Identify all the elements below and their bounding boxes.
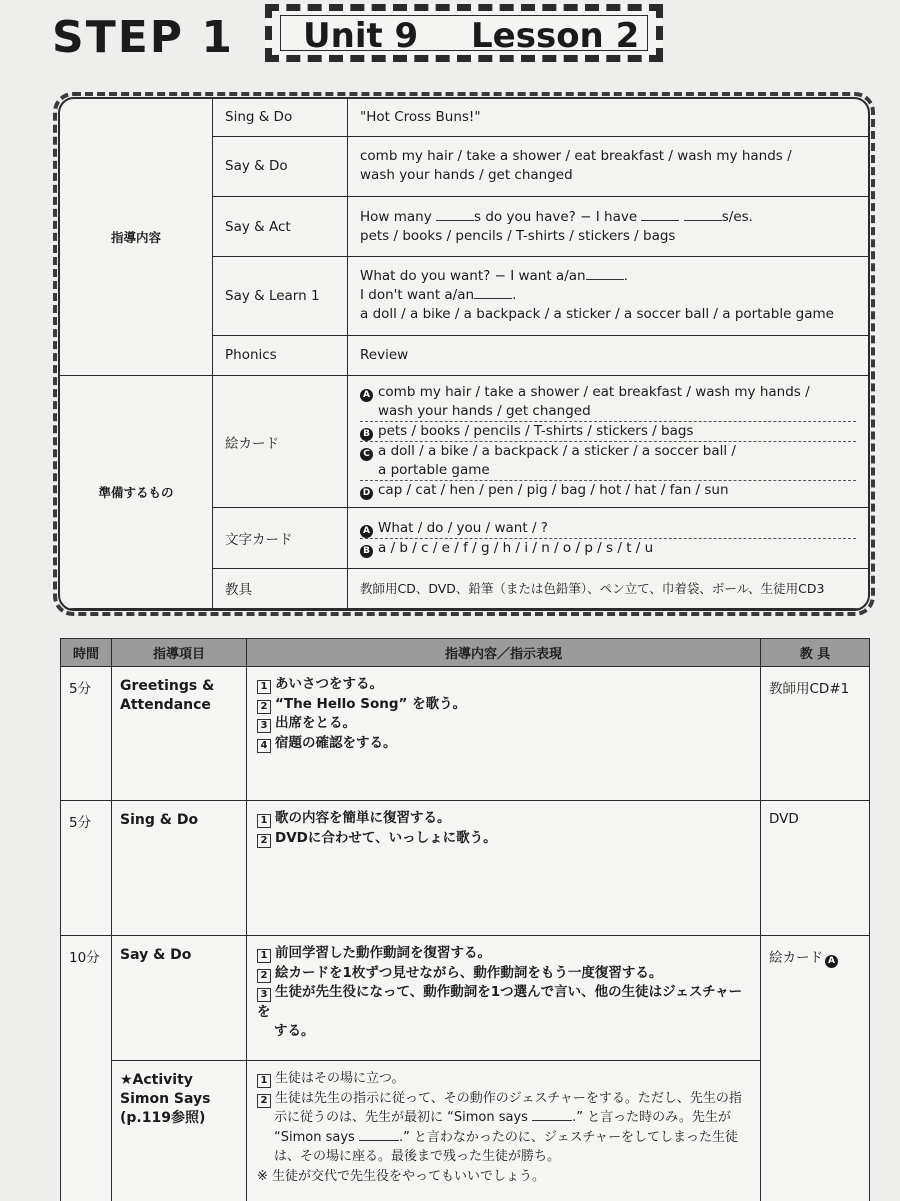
badge-a-icon: A [360, 525, 373, 538]
time-cell: 5分 [61, 801, 112, 936]
header-materials: 教 具 [761, 639, 870, 667]
badge-c-icon: C [360, 448, 373, 461]
row-label-phonics: Phonics [213, 335, 348, 375]
say-act-content: How many s do you have? − I have s/es. pets / books / pencils / T-shirts / stickers / bags [348, 196, 869, 256]
row-label-say-do: Say & Do [213, 136, 348, 196]
category-content: 指導内容 [60, 99, 213, 375]
unit-label: Unit 9 [303, 16, 419, 56]
instruction-cell: 1 前回学習した動作動詞を復習する。 2 絵カードを1枚ずつ見せながら、動作動詞をもう一度復習する。 3 生徒が先生役になって、動作動詞を1つ選んで言い、他の生徒はジェスチャーを する。 [247, 936, 761, 1061]
item-cell: Say & Do [112, 936, 247, 1061]
activity-instruction-cell: 1 生徒はその場に立つ。 2 生徒は先生の指示に従って、その動作のジェスチャーをする。ただし、先生の指 示に従うのは、先生が最初に “Simon says .” と言った時のみ。先生が “Simon says .” と言わなかったのに、ジェスチャーをしてしまった生徒 は、その場に座る。最後まで残った生徒が勝ち。 ※ 生徒が交代で先生役をやってもいいでしょう。 [247, 1061, 761, 1201]
blank [359, 1140, 399, 1141]
blank [641, 220, 679, 221]
say-learn-content: What do you want? − I want a/an . I don't want a/an . a doll / a bike / a backpack / a sticker / a soccer ball / a portable game [348, 257, 869, 335]
category-materials: 準備するもの [60, 375, 213, 608]
badge-b-icon: B [360, 428, 373, 441]
phonics-content: Review [348, 335, 869, 375]
blank [474, 298, 512, 299]
item-cell: Sing & Do [112, 801, 247, 936]
letter-cards-content: A What / do / you / want / ? B a / b / c / e / f / g / h / i / n / o / p / s / t / u [348, 508, 869, 568]
header-time: 時間 [61, 639, 112, 667]
blank [684, 220, 722, 221]
badge-d-icon: D [360, 487, 373, 500]
badge-a-icon: A [825, 955, 838, 968]
row-label-say-learn: Say & Learn 1 [213, 257, 348, 335]
say-do-content: comb my hair / take a shower / eat breakfast / wash my hands / wash your hands / get changed [348, 136, 869, 196]
note: ※ 生徒が交代で先生役をやってもいいでしょう。 [257, 1168, 546, 1184]
badge-a-icon: A [360, 389, 373, 402]
row-label-say-act: Say & Act [213, 196, 348, 256]
picture-cards-content: A comb my hair / take a shower / eat breakfast / wash my hands / wash your hands / get changed B pets / books / pencils / T-shirts / stickers / bags C a doll / a bike / a backpack / a sticker / a soccer ball / a portable game D cap / cat / hen / pen / pig / bag / hot / hat / fan / sun [348, 375, 869, 508]
row-label-sing-do: Sing & Do [213, 99, 348, 136]
time-cell: 10分 [61, 936, 112, 1201]
row-label-picture-cards: 絵カード [213, 375, 348, 508]
header-instructions: 指導内容／指示表現 [247, 639, 761, 667]
materials-cell: 教師用CD#1 [761, 667, 870, 801]
blank [586, 279, 624, 280]
sing-do-content: "Hot Cross Buns!" [348, 99, 869, 136]
plan-table [58, 97, 870, 611]
unit-lesson-box [265, 4, 663, 62]
header-item: 指導項目 [112, 639, 247, 667]
instruction-cell: 1 あいさつをする。 2 “The Hello Song” を歌う。 3 出席をとる。 4 宿題の確認をする。 [247, 667, 761, 801]
blank [436, 220, 474, 221]
schedule-table [60, 638, 870, 1201]
page-header [0, 0, 900, 80]
step-label: STEP 1 [52, 12, 234, 63]
activity-item-cell: ★Activity Simon Says (p.119参照) [112, 1061, 247, 1201]
row-label-tools: 教具 [213, 568, 348, 608]
row-label-letter-cards: 文字カード [213, 508, 348, 568]
lesson-label: Lesson 2 [471, 16, 640, 56]
materials-cell: 絵カード A [761, 936, 870, 1201]
blank [532, 1120, 572, 1121]
item-cell: Greetings & Attendance [112, 667, 247, 801]
materials-cell: DVD [761, 801, 870, 936]
tools-content: 教師用CD、DVD、鉛筆（または色鉛筆）、ペン立て、巾着袋、ボール、生徒用CD3 [348, 568, 869, 608]
badge-b-icon: B [360, 545, 373, 558]
instruction-cell: 1 歌の内容を簡単に復習する。 2 DVDに合わせて、いっしょに歌う。 [247, 801, 761, 936]
time-cell: 5分 [61, 667, 112, 801]
